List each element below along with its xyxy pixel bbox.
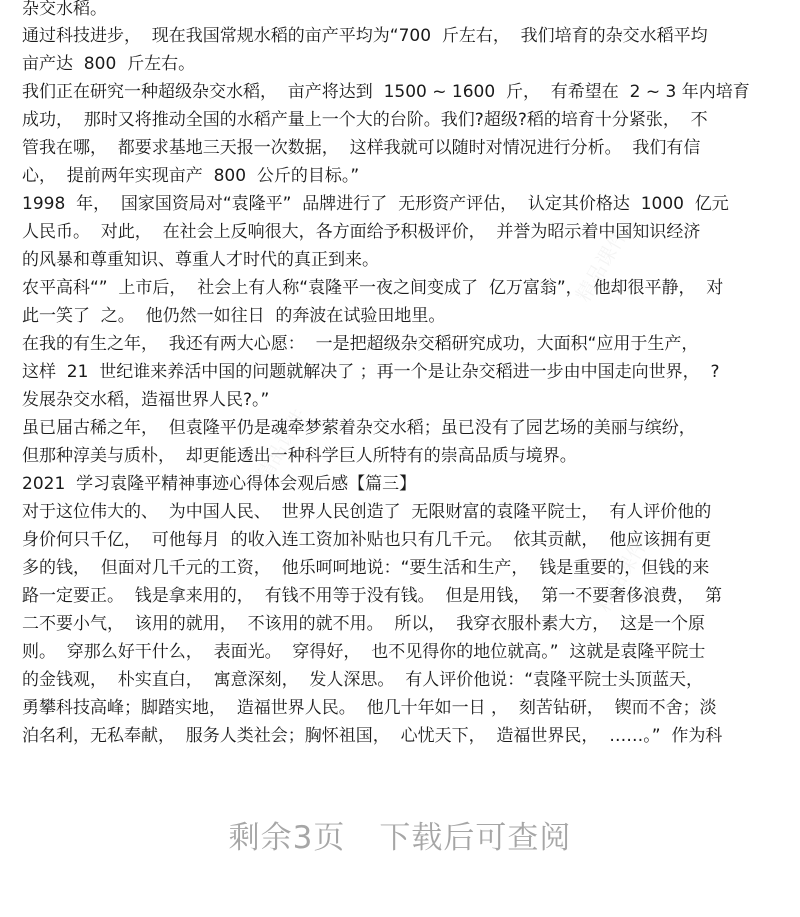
text-line: 管我在哪， 都要求基地三天报一次数据， 这样我就可以随时对情况进行分析。 我们有信 [22, 138, 701, 158]
text-line: 但那种淳美与质朴， 却更能透出一种科学巨人所特有的崇高品质与境界。 [22, 446, 577, 466]
text-line: 发展杂交水稻，造福世界人民?。” [22, 390, 270, 410]
section-heading: 2021 学习袁隆平精神事迹心得体会观后感【篇三】 [22, 474, 417, 494]
download-to-view-label[interactable]: 下载后可查阅 [379, 820, 572, 856]
text-line: 在我的有生之年， 我还有两大心愿： 一是把超级杂交稻研究成功，大面积“应用于生产， [22, 334, 699, 354]
text-line: 农平高科“” 上市后， 社会上有人称“袁隆平一夜之间变成了 亿万富翁”， 他却很平静， 对 [22, 278, 724, 298]
text-line: 二不要小气， 该用的就用， 不该用的就不用。 所以， 我穿衣服朴素大方， 这是一个原 [22, 614, 706, 634]
text-line: 心， 提前两年实现亩产 800 公斤的目标。” [22, 166, 360, 186]
text-line: 勇攀科技高峰；脚踏实地， 造福世界人民。 他几十年如一日 ， 刻苦钻研， 锲而不舍；淡 [22, 698, 717, 718]
text-line: 我们正在研究一种超级杂交水稻， 亩产将达到 1500 ~ 1600 斤， 有希望在 2 ~ 3 年内培育 [22, 82, 750, 102]
text-line: 身价何只千亿， 可他每月 的收入连工资加补贴也只有几千元。 依其贡献， 他应该拥有更 [22, 530, 712, 550]
text-line: 1998 年， 国家国资局对“袁隆平” 品牌进行了 无形资产评估， 认定其价格达 1000 亿元 [22, 194, 729, 214]
text-line: 亩产达 800 斤左右。 [22, 54, 196, 74]
text-line: 成功， 那时又将推动全国的水稻产量上一个大的台阶。我们?超级?稻的培育十分紧张， 不 [22, 110, 708, 130]
text-line: 对于这位伟大的、 为中国人民、 世界人民创造了 无限财富的袁隆平院士， 有人评价他的 [22, 502, 712, 522]
text-line: 此一笑了 之。 他仍然一如往日 的奔波在试验田地里。 [22, 306, 446, 326]
text-line: 的风暴和尊重知识、尊重人才时代的真正到来。 [22, 250, 379, 270]
text-line: 杂交水稻。 [22, 0, 107, 19]
document-body [22, 0, 782, 750]
text-line: 这样 21 世纪谁来养活中国的问题就解决了 ；再一个是让杂交稻进一步由中国走向世界， ? [22, 362, 720, 382]
download-prompt[interactable] [0, 812, 800, 857]
text-line: 人民币。 对此， 在社会上反响很大，各方面给予积极评价， 并誉为昭示着中国知识经济 [22, 222, 701, 242]
text-line: 多的钱， 但面对几千元的工资， 他乐呵呵地说：“要生活和生产， 钱是重要的，但钱的来 [22, 558, 710, 578]
text-line: 则。 穿那么好干什么， 表面光。 穿得好， 也不见得你的地位就高。” 这就是袁隆平院士 [22, 642, 706, 662]
text-line: 泊名利，无私奉献， 服务人类社会；胸怀祖国， 心忧天下， 造福世界民， ……。” 作为科 [22, 726, 723, 746]
text-line: 通过科技进步， 现在我国常规水稻的亩产平均为“700 斤左右， 我们培育的杂交水稻平均 [22, 26, 708, 46]
text-line: 路一定要正。 钱是拿来用的， 有钱不用等于没有钱。 但是用钱， 第一不要奢侈浪费， 第 [22, 586, 723, 606]
remaining-pages-label[interactable]: 剩余3页 [228, 820, 346, 856]
text-line: 虽已届古稀之年， 但袁隆平仍是魂牵梦萦着杂交水稻；虽已没有了园艺场的美丽与缤纷， [22, 418, 696, 438]
text-line: 的金钱观， 朴实直白， 寓意深刻， 发人深思。 有人评价他说：“袁隆平院士头顶蓝天， [22, 670, 704, 690]
